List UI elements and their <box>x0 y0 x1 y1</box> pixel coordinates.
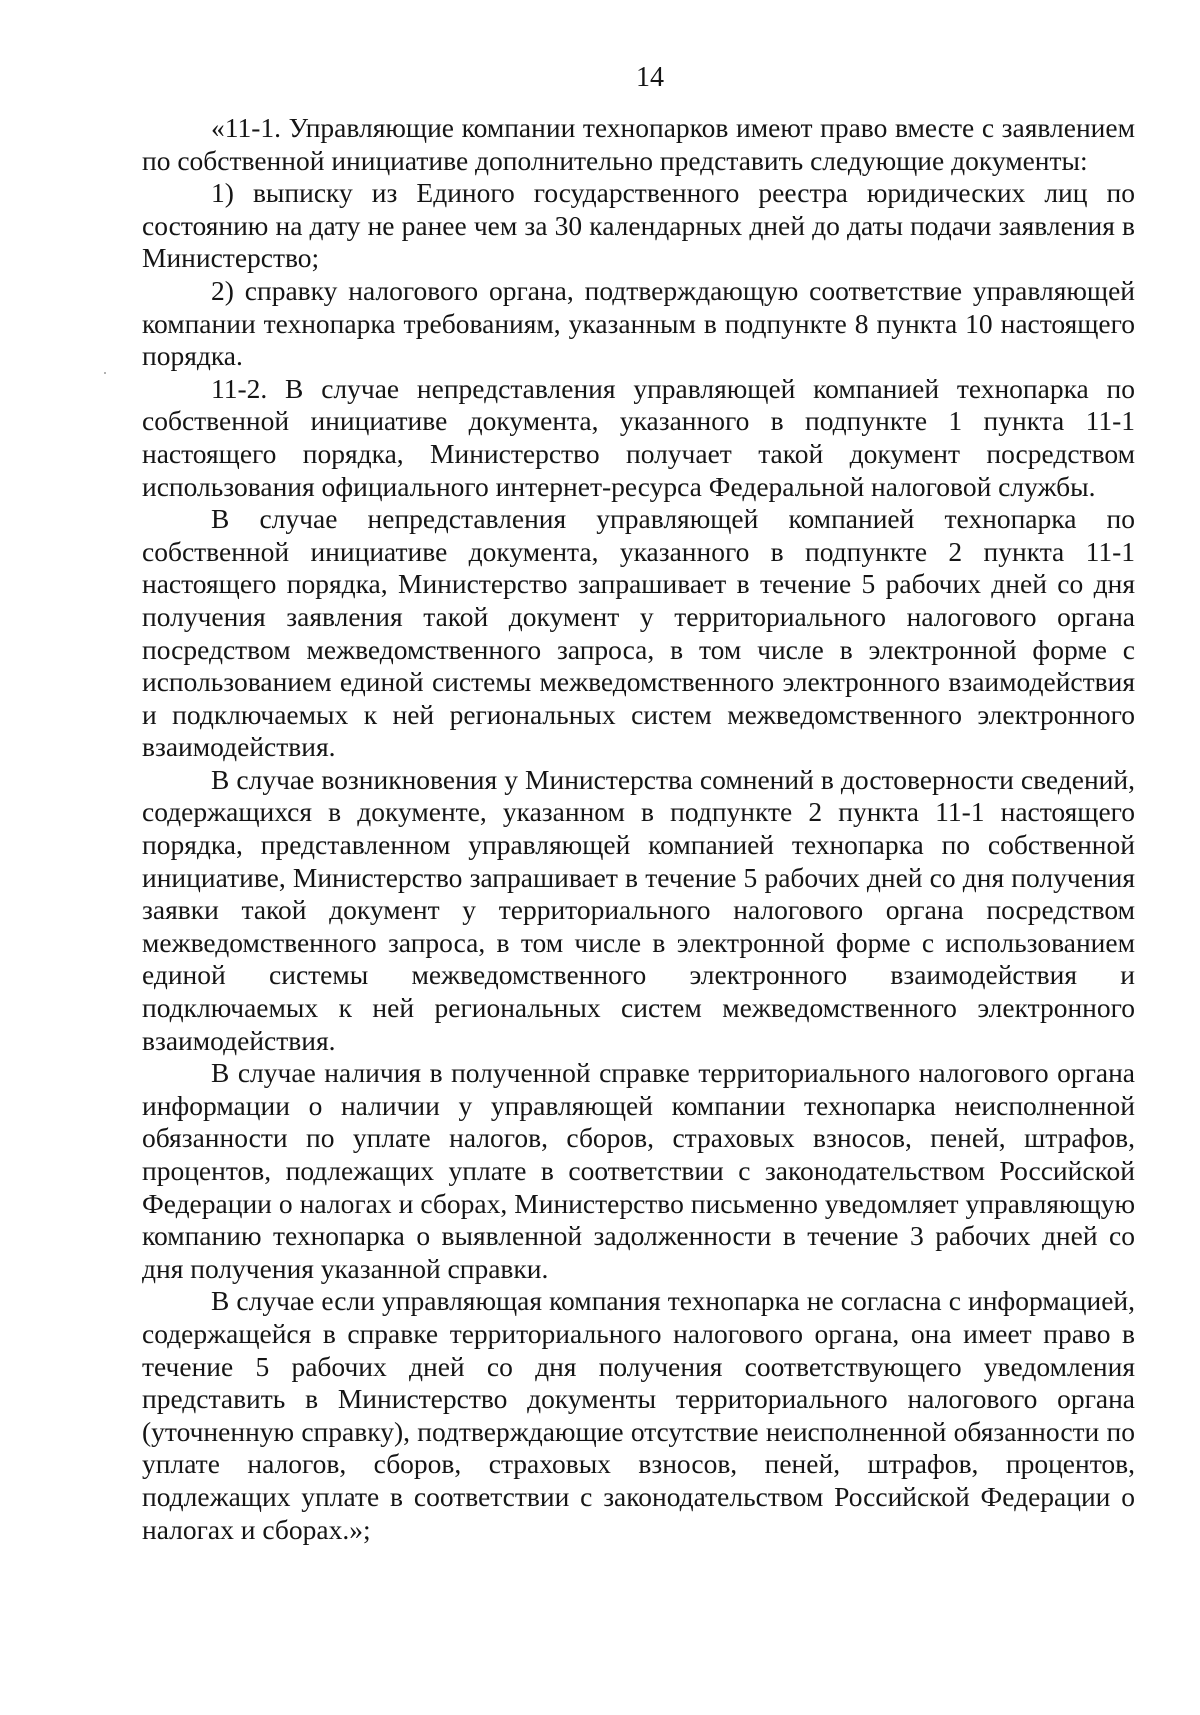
paragraph-11-1: «11-1. Управляющие компании технопарков имеют право вместе с заявлением по собственной инициативе дополнительно представить следующие документы: <box>142 112 1135 176</box>
scan-speck <box>104 372 106 374</box>
paragraph-doubts: В случае возникновения у Министерства сомнений в достоверности сведений, содержащихся в документе, указанном в подпункте 2 пункта 11-1 настоящего порядка, представленном управляющей компанией технопарка по собственной инициативе, Министерство запрашивает в течение 5 рабочих дней со дня получения заявки такой документ у территориального налогового органа посредством межведомственного запроса, в том числе в электронной форме с использованием единой системы межведомственного электронного взаимодействия и подключаемых к ней региональных систем межведомственного электронного взаимодействия. <box>142 763 1135 1056</box>
paragraph-disagreement: В случае если управляющая компания технопарка не согласна с информацией, содержащейся в справке территориального налогового органа, она имеет право в течение 5 рабочих дней со дня получения соответствующего уведомления представить в Министерство документы территориального налогового органа (уточненную справку), подтверждающие отсутствие неисполненной обязанности по уплате налогов, сборов, страховых взносов, пеней, штрафов, процентов, подлежащих уплате в соответствии с законодательством Российской Федерации о налогах и сборах.»; <box>142 1285 1135 1545</box>
paragraph-item-1: 1) выписку из Единого государственного реестра юридических лиц по состоянию на дату не ранее чем за 30 календарных дней до даты подачи заявления в Министерство; <box>142 177 1135 274</box>
paragraph-item-2: 2) справку налогового органа, подтверждающую соответствие управляющей компании технопарка требованиям, указанным в подпункте 8 пункта 10 настоящего порядка. <box>142 274 1135 372</box>
paragraph-debt-notice: В случае наличия в полученной справке территориального налогового органа информации о наличии у управляющей компании технопарка неисполненной обязанности по уплате налогов, сборов, страховых взносов, пеней, штрафов, процентов, подлежащих уплате в соответствии с законодательством Российской Федерации о налогах и сборах, Министерство письменно уведомляет управляющую компанию технопарка о выявленной задолженности в течение 3 рабочих дней со дня получения указанной справки. <box>142 1057 1135 1284</box>
paragraph-11-2: 11-2. В случае непредставления управляющей компанией технопарка по собственной инициативе документа, указанного в подпункте 1 пункта 11-1 настоящего порядка, Министерство получает такой документ посредством использования официального интернет-ресурса Федеральной налоговой службы. <box>142 372 1135 502</box>
paragraph-subitem-2-request: В случае непредставления управляющей компанией технопарка по собственной инициативе документа, указанного в подпункте 2 пункта 11-1 настоящего порядка, Министерство запрашивает в течение 5 рабочих дней со дня получения заявления такой документ у территориального налогового органа посредством межведомственного запроса, в том числе в электронной форме с использованием единой системы межведомственного электронного взаимодействия и подключаемых к ней региональных систем межведомственного электронного взаимодействия. <box>142 503 1135 763</box>
page-number: 14 <box>636 62 664 93</box>
document-body <box>142 112 1135 1546</box>
